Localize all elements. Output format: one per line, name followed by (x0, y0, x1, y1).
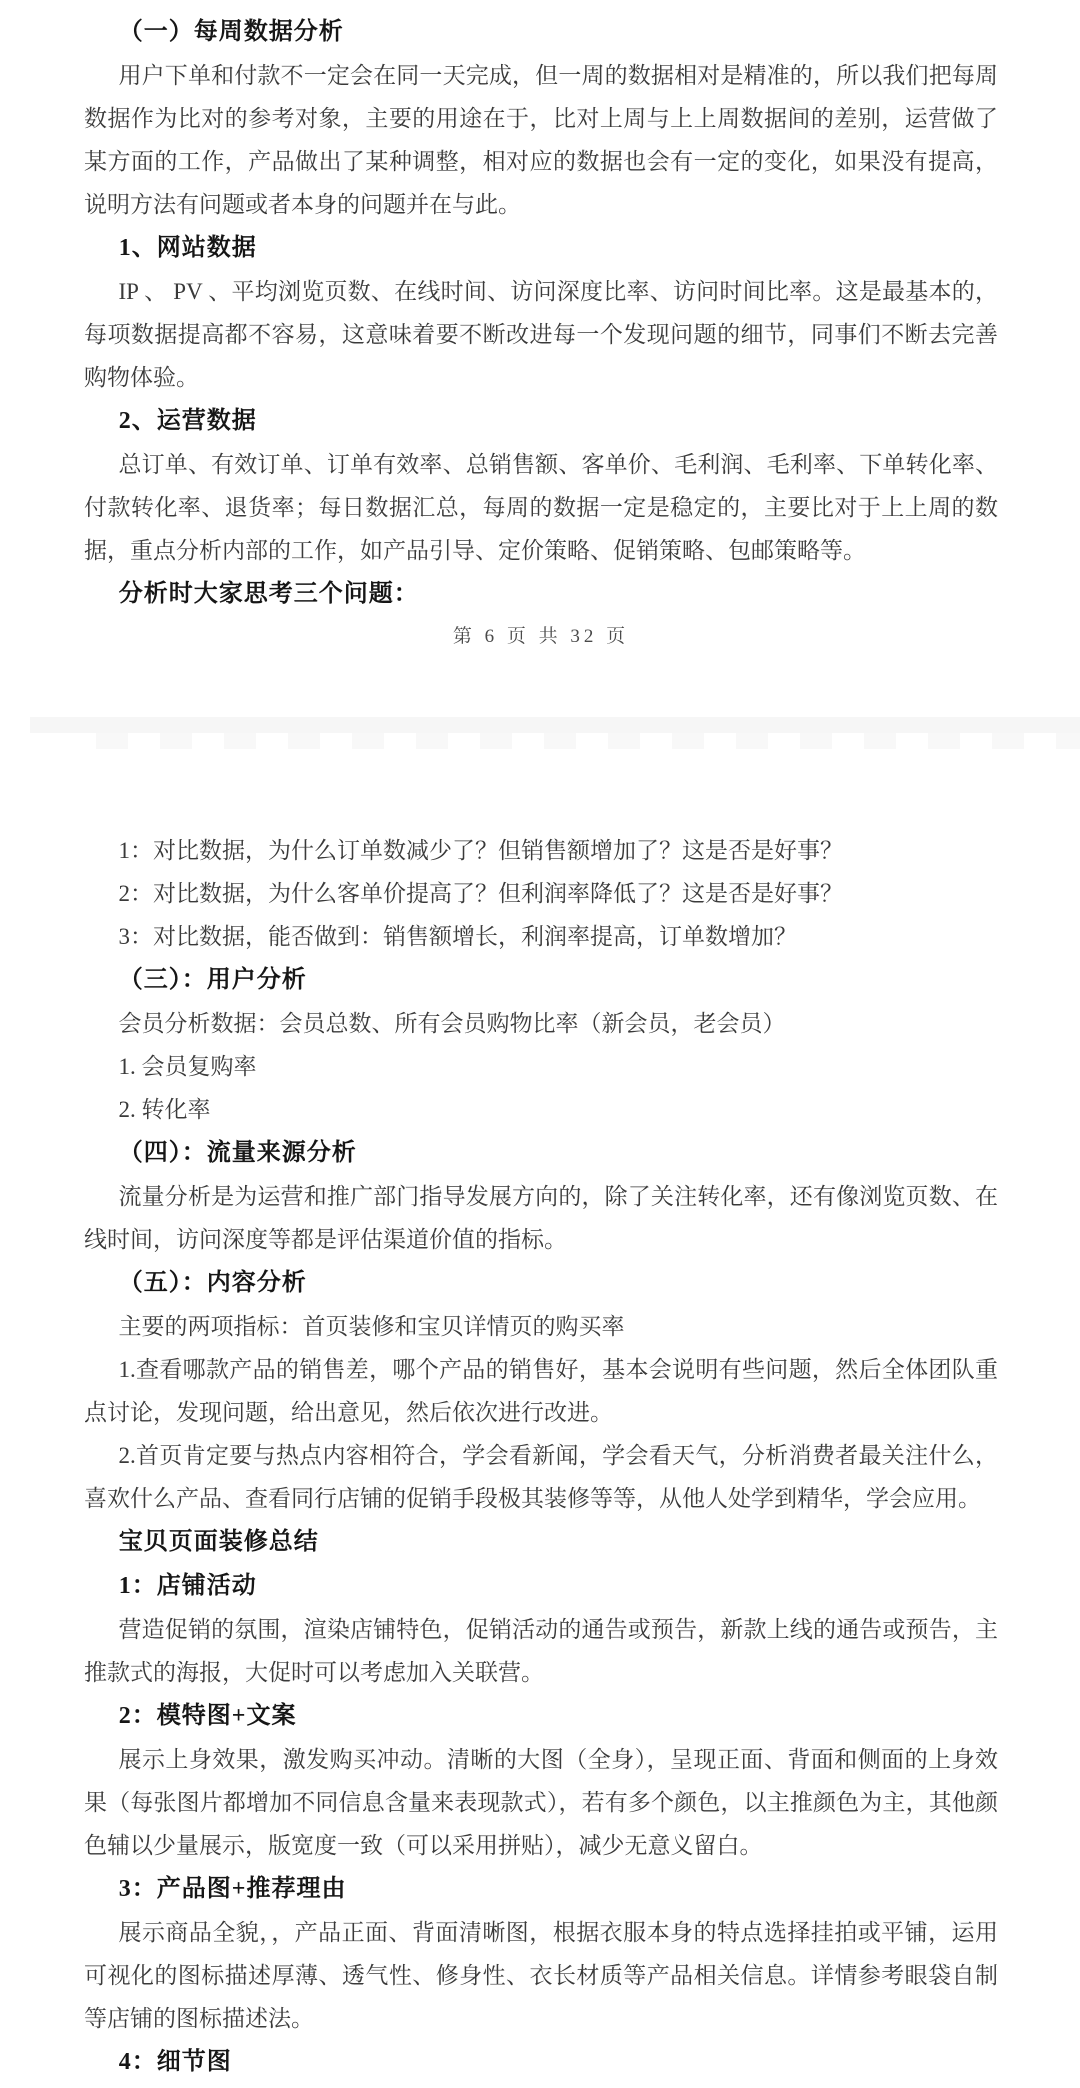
section-heading-site-data: 1、网站数据 (118, 235, 257, 261)
section-heading-operation-data: 2、运营数据 (118, 408, 257, 434)
paragraph: 2.首页肯定要与热点内容相符合，学会看新闻，学会看天气，分析消费者最关注什么，喜欢什么产品、查看同行店铺的促销手段极其装修等等，从他人处学到精华，学会应用。 (84, 1443, 998, 1511)
paragraph: 主要的两项指标：首页装修和宝贝详情页的购买率 (118, 1314, 625, 1339)
question-item-1: 1：对比数据，为什么订单数减少了？但销售额增加了？这是否是好事？ (118, 838, 843, 863)
section-heading-detail-photo: 4：细节图 (118, 2049, 232, 2075)
paragraph: 会员分析数据：会员总数、所有会员购物比率（新会员，老会员） (118, 1011, 786, 1036)
section-heading-item-page-decoration-summary: 宝贝页面装修总结 (118, 1529, 319, 1555)
paragraph: 流量分析是为运营和推广部门指导发展方向的，除了关注转化率，还有像浏览页数、在线时间，访问深度等都是评估渠道价值的指标。 (84, 1184, 998, 1252)
page-6 (0, 0, 1080, 657)
question-item-3: 3：对比数据，能否做到：销售额增长，利润率提高，订单数增加？ (118, 924, 797, 949)
paragraph: 展示上身效果，激发购买冲动。清晰的大图（全身），呈现正面、背面和侧面的上身效果（每张图片都增加不同信息含量来表现款式），若有多个颜色，以主推颜色为主，其他颜色辅以少量展示，版宽度一致（可以采用拼贴），减少无意义留白。 (84, 1747, 998, 1858)
list-item-repurchase-rate: 1. 会员复购率 (118, 1054, 257, 1079)
question-item-2: 2：对比数据，为什么客单价提高了？但利润率降低了？这是否是好事？ (118, 881, 843, 906)
paragraph: IP 、 PV 、平均浏览页数、在线时间、访问深度比率、访问时间比率。这是最基本的，每项数据提高都不容易，这意味着要不断改进每一个发现问题的细节，同事们不断去完善购物体验。 (84, 279, 998, 390)
page-number-footer: 第 6 页 共 32 页 (452, 626, 630, 647)
page-separator-band (30, 717, 1080, 733)
paragraph: 用户下单和付款不一定会在同一天完成，但一周的数据相对是精准的，所以我们把每周数据作为比对的参考对象，主要的用途在于，比对上周与上上周数据间的差别，运营做了某方面的工作，产品做出了某种调整，相对应的数据也会有一定的变化，如果没有提高，说明方法有问题或者本身的问题并在与此。 (84, 63, 998, 217)
paragraph: 营造促销的氛围，渲染店铺特色，促销活动的通告或预告，新款上线的通告或预告，主推款式的海报，大促时可以考虑加入关联营。 (84, 1617, 998, 1685)
paragraph: 总订单、有效订单、订单有效率、总销售额、客单价、毛利润、毛利率、下单转化率、付款转化率、退货率；每日数据汇总，每周的数据一定是稳定的，主要比对于上上周的数据，重点分析内部的工作，如产品引导、定价策略、促销策略、包邮策略等。 (84, 452, 998, 563)
section-heading-user-analysis: （三）：用户分析 (118, 967, 307, 993)
section-heading-product-photo-reason: 3：产品图+推荐理由 (118, 1876, 347, 1902)
paragraph: 1.查看哪款产品的销售差，哪个产品的销售好，基本会说明有些问题，然后全体团队重点讨论，发现问题，给出意见，然后依次进行改进。 (84, 1357, 998, 1425)
page-7 (0, 825, 1080, 2084)
section-heading-model-photo-copy: 2：模特图+文案 (118, 1703, 297, 1729)
list-item-conversion-rate: 2. 转化率 (118, 1097, 211, 1122)
section-heading-content-analysis: （五）：内容分析 (118, 1270, 307, 1296)
section-heading-traffic-source-analysis: （四）：流量来源分析 (118, 1140, 357, 1166)
section-heading-three-questions: 分析时大家思考三个问题： (118, 581, 419, 607)
paragraph: 展示商品全貌，，产品正面、背面清晰图，根据衣服本身的特点选择挂拍或平铺，运用可视化的图标描述厚薄、透气性、修身性、衣长材质等产品相关信息。详情参考眼袋自制等店铺的图标描述法。 (84, 1920, 998, 2031)
page-separator (0, 657, 1080, 825)
section-heading-weekly-analysis: （一）每周数据分析 (118, 19, 344, 45)
section-heading-store-activity: 1：店铺活动 (118, 1573, 257, 1599)
